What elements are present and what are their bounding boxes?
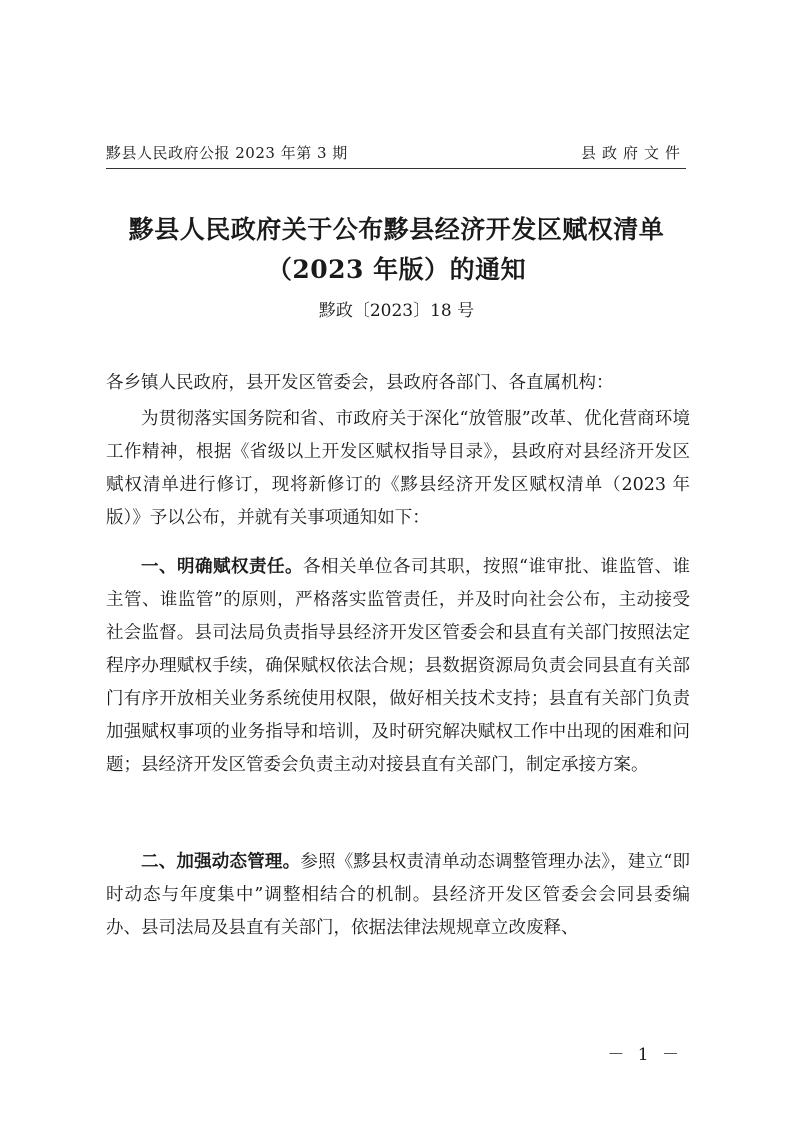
section-1-heading: 一、明确赋权责任。 — [141, 557, 304, 577]
document-title-line-2: （2023 年版）的通知 — [266, 255, 527, 284]
section-2-body: 参照《黟县权责清单动态调整管理办法》，建立“即时动态与年度集中”调整相结合的机制。县经济开发区管委会会同县委编办、县司法局及县直有关部门，依据法律法规规章立改废释、 — [106, 852, 690, 938]
section-1-paragraph — [106, 551, 690, 782]
page-number: － 1 － — [607, 1045, 683, 1065]
document-number: 黟政〔2023〕18 号 — [318, 301, 475, 321]
document-title-line-1: 黟县人民政府关于公布黟县经济开发区赋权清单 — [128, 215, 665, 244]
running-header — [106, 138, 686, 169]
header-bulletin-issue: 黟县人民政府公报 2023 年第 3 期 — [106, 144, 348, 162]
section-2-paragraph — [106, 846, 690, 945]
intro-paragraph: 为贯彻落实国务院和省、市政府关于深化“放管服”改革、优化营商环境工作精神，根据《省级以上开发区赋权指导目录》，县政府对县经济开发区赋权清单进行修订，现将新修订的《黟县经济开发区赋权清单（2023 年版）》予以公布，并就有关事项通知如下： — [106, 409, 690, 528]
addressee-line: 各乡镇人民政府，县开发区管委会，县政府各部门、各直属机构： — [106, 373, 614, 393]
section-2-heading: 二、加强动态管理。 — [141, 852, 301, 872]
header-section-label: 县政府文件 — [580, 144, 686, 162]
section-1-body: 各相关单位各司其职，按照“谁审批、谁监管、谁主管、谁监管”的原则，严格落实监管责任，并及时向社会公布，主动接受社会监督。县司法局负责指导县经济开发区管委会和县直有关部门按照法定程序办理赋权手续，确保赋权依法合规；县数据资源局负责会同县直有关部门有序开放相关业务系统使用权限，做好相关技术支持；县直有关部门负责加强赋权事项的业务指导和培训，及时研究解决赋权工作中出现的困难和问题；县经济开发区管委会负责主动对接县直有关部门，制定承接方案。 — [106, 557, 690, 775]
